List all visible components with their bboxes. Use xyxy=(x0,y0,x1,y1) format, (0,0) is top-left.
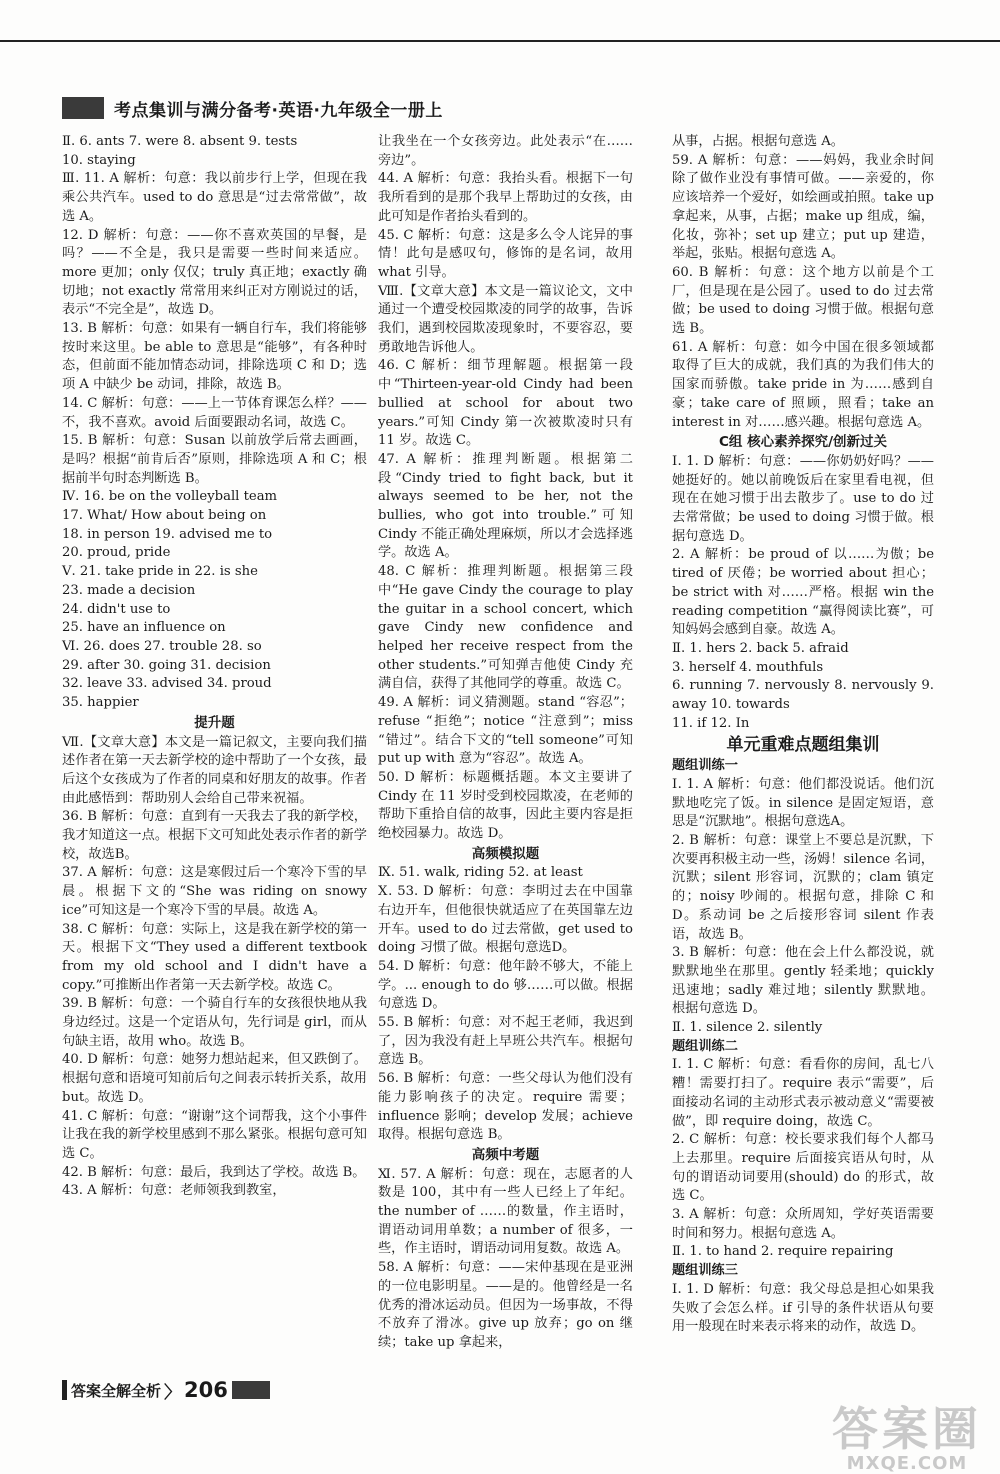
section-heading-gaopin-zhongkao: 高频中考题 xyxy=(471,1146,540,1163)
answer-paragraph: 50. D 解析：标题概括题。本文主要讲了 Cindy 在 11 岁时受到校园欺凌，在老师的帮助下重拾自信的故事，因此主要内容是拒绝校园暴力。故选 D。 xyxy=(378,769,633,842)
watermark-logo-text: 答案圈 xyxy=(832,1402,982,1456)
answer-paragraph: Ⅰ. 1. A 解析：句意：他们都没说话。他们沉默地吃完了饭。in silence 是固定短语，意思是“沉默地”。根据句意选A。 xyxy=(672,776,934,830)
page-header xyxy=(62,95,443,121)
answer-paragraph: 13. B 解析：句意：如果有一辆自行车，我们将能够按时来这里。be able to 意思是“能够”，有各种时态，但前面不能加情态动词，排除选项 C 和 D；选项 A 中缺少 be 动词，排除，故选 B。 xyxy=(62,321,367,393)
answer-paragraph: 25. have an influence on xyxy=(62,620,226,636)
page-footer xyxy=(62,1378,270,1402)
answer-paragraph: Ⅷ.【文章大意】本文是一篇议论文，文中通过一个遭受校园欺凌的同学的故事，告诉我们，遇到校园欺凌现象时，不要容忍，要勇敢地告诉他人。 xyxy=(378,283,633,355)
section-heading-tisheng: 提升题 xyxy=(194,714,235,731)
answer-paragraph: 3. B 解析：句意：他在会上什么都没说，就默默地坐在那里。gently 轻柔地；quickly 迅速地；sadly 难过地；silently 默默地。根据句意选 D。 xyxy=(672,945,934,1017)
unit-difficulty-title: 单元重难点题组集训 xyxy=(726,734,880,755)
answer-paragraph: 2. B 解析：句意：课堂上不要总是沉默，下次要再积极主动一些，汤姆！silence 名词，沉默；silent 形容词，沉默的；clam 镇定的；noisy 吵闹的。根据句意，排除 C 和 D。系动词 be 之后接形容词 silent 作表语，故选 B。 xyxy=(672,833,934,942)
answer-paragraph: 3. herself 4. mouthfuls xyxy=(672,659,824,675)
page-number: 206 xyxy=(184,1378,228,1402)
answer-paragraph: Ⅸ. 51. walk, riding 52. at least xyxy=(378,865,583,881)
site-watermark xyxy=(832,1402,982,1474)
answer-paragraph: 61. A 解析：句意：如今中国在很多领域都取得了巨大的成就，我们真的为我们伟大的国家而骄傲。take pride in 为……感到自豪；take care of 照顾，照看；take an interest in 对……感兴趣。根据句意选 A。 xyxy=(672,339,934,430)
answer-paragraph: 10. staying xyxy=(62,152,136,168)
answer-paragraph: Ⅶ.【文章大意】本文是一篇记叙文，主要向我们描述作者在第一天去新学校的途中帮助了一个女孩，最后这个女孩成为了作者的同桌和好朋友的故事。作者由此感悟到：帮助别人会给自己带来祝福。 xyxy=(62,734,367,806)
section-heading-gaopin-moni: 高频模拟题 xyxy=(471,845,540,862)
answer-paragraph: Ⅰ. 1. D 解析：句意：——你奶奶好吗？——她挺好的。她以前晚饭后在家里看电视，但现在在她习惯于出去散步了。use to do 过去常常做；be used to doing 习惯于做。根据句意选 D。 xyxy=(672,453,934,544)
footer-label: 答案全解全析 xyxy=(71,1381,162,1400)
column-middle xyxy=(378,133,633,1353)
answer-paragraph: 23. made a decision xyxy=(62,582,196,598)
answer-paragraph: Ⅰ. 1. D 解析：句意：我父母总是担心如果我失败了会怎么样。if 引导的条件状语从句要用一般现在时来表示将来的动作，故选 D。 xyxy=(672,1281,934,1335)
answer-paragraph: Ⅳ. 16. be on the volleyball team xyxy=(62,489,278,505)
header-block-decoration xyxy=(62,97,104,119)
answer-paragraph: 11. if 12. In xyxy=(672,715,750,731)
answer-paragraph: 39. B 解析：句意：一个骑自行车的女孩很快地从我身边经过。这是一个定语从句，先行词是 girl，而从句缺主语，故用 who。故选 B。 xyxy=(62,996,367,1049)
answer-paragraph: 15. B 解析：句意：Susan 以前放学后常去画画，是吗？根据“前肯后否”原则，排除选项 A 和 C；根据前半句时态判断选 B。 xyxy=(62,433,367,486)
answer-paragraph: Ⅱ. 6. ants 7. were 8. absent 9. tests xyxy=(62,134,298,149)
answer-paragraph: 32. leave 33. advised 34. proud xyxy=(62,676,272,692)
answer-paragraph: 60. B 解析：句意：这个地方以前是个工厂，但是现在是公园了。used to do 过去常做；be used to doing 习惯于做。根据句意选 B。 xyxy=(672,264,934,337)
answer-paragraph: 18. in person 19. advised me to xyxy=(62,526,273,542)
answer-paragraph: 从事，占据。根据句意选 A。 xyxy=(672,134,844,149)
answer-paragraph: 让我坐在一个女孩旁边。此处表示“在……旁边”。 xyxy=(378,134,633,168)
answer-paragraph: 49. A 解析：词义猜测题。stand “容忍”；refuse “拒绝”；notice “注意到”；miss “错过”。结合下文的“tell someone”可知 put up with 意为“容忍”。故选 A。 xyxy=(378,695,633,767)
answer-paragraph: 29. after 30. going 31. decision xyxy=(62,657,271,673)
answer-paragraph: 41. C 解析：句意：“谢谢”这个词帮我，这个小事件让我在我的新学校里感到不那么紧张。根据句意可知选 C。 xyxy=(62,1108,367,1161)
answer-paragraph: 40. D 解析：句意：她努力想站起来，但又跌倒了。根据句意和语境可知前后句之间表示转折关系，故用 but。故选 D。 xyxy=(62,1052,367,1105)
answer-paragraph: 47. A 解析：推理判断题。根据第二段“Cindy tried to fight back, but it always seemed to be her, not the bullies, who got into trouble.”可知 Cindy 不能正确处理麻烦，所以才会选择逃学。故选 A。 xyxy=(378,451,633,561)
answer-paragraph: 35. happier xyxy=(62,695,139,711)
answer-paragraph: 14. C 解析：句意：——上一节体育课怎么样？——不，我不喜欢。avoid 后面要跟动名词，故选 C。 xyxy=(62,395,367,430)
footer-arrow-icon: 〉 xyxy=(164,1382,182,1403)
group-training-2-heading: 题组训练二 xyxy=(672,1038,738,1054)
answer-paragraph: 17. What/ How about being on xyxy=(62,508,267,524)
answer-paragraph: 2. C 解析：句意：校长要求我们每个人都马上去那里。require 后面接宾语从句时，从句的谓语动词要用(should) do 的形式，故选 C。 xyxy=(672,1132,934,1204)
group-training-1-heading: 题组训练一 xyxy=(672,758,738,774)
answer-paragraph: 42. B 解析：句意：最后，我到达了学校。故选 B。 xyxy=(62,1164,366,1180)
answer-paragraph: 58. A 解析：句意：——宋仲基现在是亚洲的一位电影明星。——是的。他曾经是一名优秀的滑冰运动员。但因为一场事故，不得不放弃了滑冰。give up 放弃；go on 继续；take up 拿起来， xyxy=(378,1260,633,1350)
answer-paragraph: Ⅱ. 1. silence 2. silently xyxy=(672,1020,823,1036)
answer-paragraph: Ⅺ. 57. A 解析：句意：现在，志愿者的人数是 100，其中有一些人已经上了年纪。the number of ……的数量，作主语时，谓语动词用单数；a number of 很多，一些，作主语时，谓语动词用复数。故选 A。 xyxy=(378,1166,633,1257)
answer-paragraph: Ⅲ. 11. A 解析：句意：我以前步行上学，但现在我乘公共汽车。used to do 意思是“过去常常做”，故选 A。 xyxy=(62,171,367,224)
footer-block-decoration xyxy=(232,1381,270,1399)
answer-paragraph: 12. D 解析：句意：——你不喜欢英国的早餐，是吗？——不全是，我只是需要一些时间来适应。more 更加；only 仅仅；truly 真正地；exactly 确切地；not exactly 常常用来纠正对方刚说过的话，表示“不完全是”，故选 D。 xyxy=(62,227,367,318)
answer-paragraph: 24. didn't use to xyxy=(62,601,171,617)
answer-paragraph: 46. C 解析：细节理解题。根据第一段中“Thirteen-year-old Cindy had been bullied at school for about two years.”可知 Cindy 第一次被欺凌时只有 11 岁。故选 C。 xyxy=(378,358,633,449)
group-training-3-heading: 题组训练三 xyxy=(672,1263,738,1279)
answer-paragraph: 6. running 7. nervously 8. nervously 9. away 10. towards xyxy=(672,678,934,713)
answer-paragraph: 2. A 解析：be proud of 以……为傲；be tired of 厌倦；be worried about 担心；be strict with 对……严格。根据 win the reading competition “赢得阅读比赛”，可知妈妈会感到自豪。故选 A。 xyxy=(672,547,934,638)
header-title: 考点集训与满分备考·英语·九年级全一册上 xyxy=(114,100,443,121)
answer-paragraph: Ⅴ. 21. take pride in 22. is she xyxy=(62,564,258,580)
answer-paragraph: 48. C 解析：推理判断题。根据第三段中“He gave Cindy the courage to play the guitar in a school concert, which gave Cindy new confidence and helped her receive respect from the other students.”可知弹吉他使 Cindy 充满自信，获得了其他同学的尊重。故选 C。 xyxy=(378,564,633,692)
answer-paragraph: 56. B 解析：句意：一些父母认为他们没有能力影响孩子的决定。require 需要；influence 影响；develop 发展；achieve 取得。根据句意选 B。 xyxy=(378,1071,633,1143)
answer-paragraph: Ⅰ. 1. C 解析：句意：看看你的房间，乱七八糟！需要打扫了。require 表示“需要”，后面接动名词的主动形式表示被动意义“需要被做”，即 require doing，故选 C。 xyxy=(672,1057,934,1129)
answer-paragraph: 54. D 解析：句意：他年龄不够大，不能上学。... enough to do 够……可以做。根据句意选 D。 xyxy=(378,958,633,1012)
answer-paragraph: 55. B 解析：句意：对不起王老师，我迟到了，因为我没有赶上早班公共汽车。根据句意选 B。 xyxy=(378,1015,633,1068)
answer-paragraph: 38. C 解析：句意：实际上，这是我在新学校的第一天。根据下文“They used a different textbook from my old school and I didn't have a copy.”可推断出作者第一天去新学校。故选 C。 xyxy=(62,921,367,993)
answer-paragraph: Ⅱ. 1. hers 2. back 5. afraid xyxy=(672,640,849,656)
answer-paragraph: 20. proud, pride xyxy=(62,545,171,561)
top-rule xyxy=(0,40,1000,42)
answer-paragraph: 3. A 解析：句意：众所周知，学好英语需要时间和努力。根据句意选 A。 xyxy=(672,1207,934,1241)
answer-paragraph: 43. A 解析：句意：老师领我到教室， xyxy=(62,1183,286,1199)
answer-paragraph: Ⅵ. 26. does 27. trouble 28. so xyxy=(62,638,262,654)
answer-paragraph: 44. A 解析：句意：我抬头看。根据下一句我所看到的是那个我早上帮助过的女孩，由此可知是作者抬头看到的。 xyxy=(378,171,633,224)
section-heading-c-group: C组 核心素养探究/创新过关 xyxy=(718,434,888,451)
answer-paragraph: Ⅹ. 53. D 解析：句意：李明过去在中国靠右边开车，但他很快就适应了在英国靠左边开车。used to do 过去常做，get used to doing 习惯了做。根据句意选D。 xyxy=(378,884,633,956)
answer-paragraph: Ⅱ. 1. to hand 2. require repairing xyxy=(672,1244,894,1260)
answer-paragraph: 59. A 解析：句意：——妈妈，我业余时间除了做作业没有事情可做。——亲爱的，你应该培养一个爱好，如绘画或拍照。take up 拿起来，从事，占据；make up 组成，编，化妆，弥补；set up 建立；put up 建造，举起，张贴。根据句意选 A。 xyxy=(672,152,934,262)
column-right xyxy=(672,133,934,1337)
watermark-url: MXQE.COM xyxy=(846,1453,968,1474)
answer-paragraph: 37. A 解析：句意：这是寒假过后一个寒冷下雪的早晨。根据下文的“She was riding on snowy ice”可知这是一个寒冷下雪的早晨。故选 A。 xyxy=(62,865,367,918)
footer-bar-decoration xyxy=(62,1380,67,1400)
answer-paragraph: 36. B 解析：句意：直到有一天我去了我的新学校，我才知道这一点。根据下文可知此处表示作者的新学校，故选B。 xyxy=(62,809,367,862)
answer-paragraph: 45. C 解析：句意：这是多么令人诧异的事情！此句是感叹句，修饰的是名词，故用 what 引导。 xyxy=(378,227,633,280)
column-left xyxy=(62,133,367,1201)
